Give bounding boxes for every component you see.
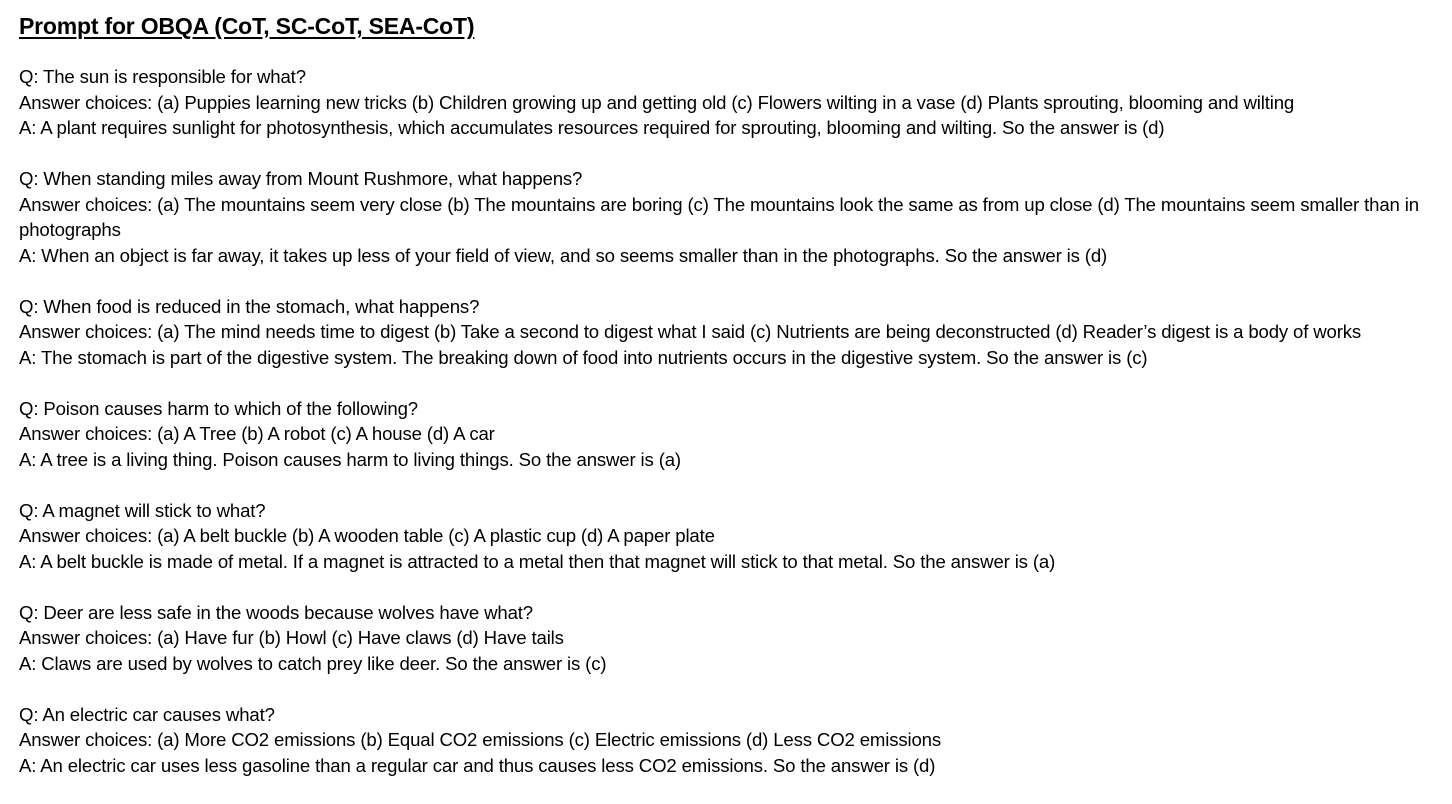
qa-example: [19, 64, 1439, 141]
prompt-document: [19, 10, 1439, 804]
question-text: Q: An electric car causes what?: [19, 703, 275, 725]
answer-choices-text: Answer choices: (a) The mountains seem very close (b) The mountains are boring (c) The mountains look the same as from up close (d) The mountains seem smaller than in photographs: [19, 193, 1419, 240]
question-text: Q: Deer are less safe in the woods because wolves have what?: [19, 601, 533, 623]
answer-text: A: The stomach is part of the digestive system. The breaking down of food into nutrients occurs in the digestive system. So the answer is (c): [19, 346, 1148, 368]
question-text: Q: A magnet will stick to what?: [19, 499, 266, 521]
answer-choices-text: Answer choices: (a) Have fur (b) Howl (c) Have claws (d) Have tails: [19, 627, 564, 648]
answer-text: A: A belt buckle is made of metal. If a magnet is attracted to a metal then that magnet will stick to that metal. So the answer is (a): [19, 550, 1056, 572]
qa-example: [19, 166, 1439, 268]
answer-text: A: An electric car uses less gasoline than a regular car and thus causes less CO2 emissions. So the answer is (d): [19, 754, 936, 776]
qa-example: [19, 294, 1439, 371]
qa-example: [19, 600, 1439, 677]
answer-choices-text: Answer choices: (a) More CO2 emissions (b) Equal CO2 emissions (c) Electric emissions (d) Less CO2 emissions: [19, 729, 942, 750]
answer-text: A: Claws are used by wolves to catch prey like deer. So the answer is (c): [19, 652, 607, 674]
answer-text: A: A plant requires sunlight for photosynthesis, which accumulates resources required for sprouting, blooming and wilting. So the answer is (d): [19, 117, 1165, 138]
answer-choices-text: Answer choices: (a) A Tree (b) A robot (c) A house (d) A car: [19, 423, 495, 444]
qa-example: [19, 396, 1439, 473]
answer-choices-text: Answer choices: (a) Puppies learning new tricks (b) Children growing up and getting old (c) Flowers wilting in a vase (d) Plants sprouting, blooming and wilting: [19, 91, 1295, 113]
question-text: Q: The sun is responsible for what?: [19, 66, 306, 87]
question-text: Q: Poison causes harm to which of the following?: [19, 397, 418, 419]
answer-choices-text: Answer choices: (a) The mind needs time to digest (b) Take a second to digest what I said (c) Nutrients are being deconstructed (d) Reader’s digest is a body of works: [19, 321, 1362, 342]
answer-text: A: When an object is far away, it takes up less of your field of view, and so seems smaller than in the photographs. So the answer is (d): [19, 244, 1108, 266]
answer-choices-text: Answer choices: (a) A belt buckle (b) A wooden table (c) A plastic cup (d) A paper plate: [19, 525, 715, 546]
question-text: Q: When standing miles away from Mount Rushmore, what happens?: [19, 168, 583, 189]
qa-example: [19, 498, 1439, 575]
answer-text: A: A tree is a living thing. Poison causes harm to living things. So the answer is (a): [19, 448, 681, 470]
question-text: Q: When food is reduced in the stomach, what happens?: [19, 295, 480, 317]
qa-example: [19, 702, 1439, 779]
document-title: Prompt for OBQA (CoT, SC-CoT, SEA-CoT): [19, 13, 475, 39]
